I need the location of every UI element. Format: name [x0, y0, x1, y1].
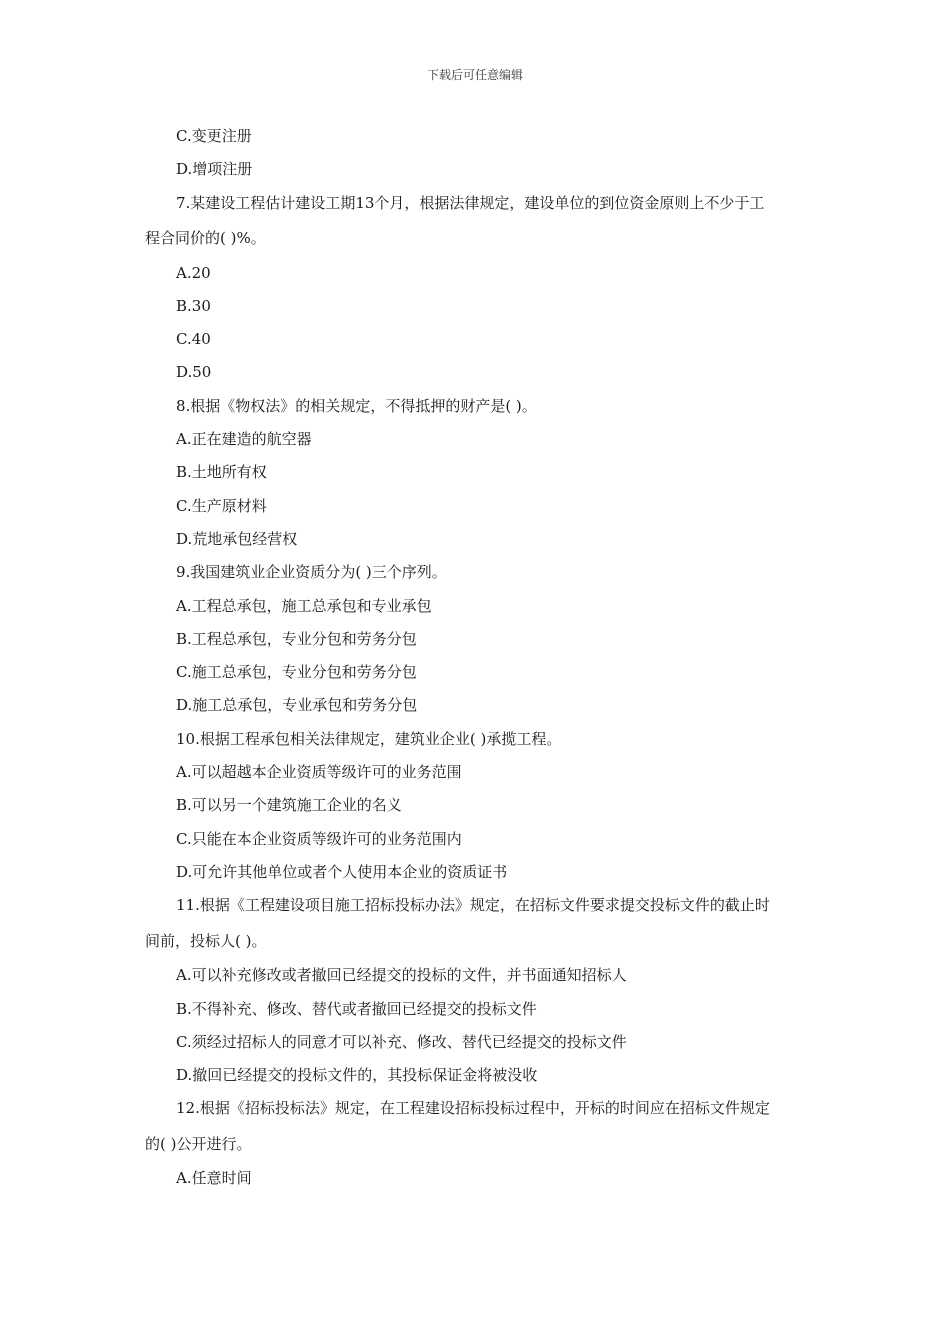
question-continuation: 的( )公开进行。 [145, 1134, 252, 1153]
option-line: C.须经过招标人的同意才可以补充、修改、替代已经提交的投标文件 [176, 1032, 627, 1051]
page-header: 下载后可任意编辑 [426, 68, 523, 82]
question-line: 10.根据工程承包相关法律规定，建筑业企业( )承揽工程。 [176, 729, 562, 748]
option-line: A.任意时间 [176, 1169, 252, 1188]
option-line: B.土地所有权 [176, 463, 267, 482]
option-line: D.施工总承包，专业承包和劳务分包 [176, 696, 418, 715]
option-line: C.40 [176, 330, 211, 349]
option-line: B.可以另一个建筑施工企业的名义 [176, 796, 402, 815]
option-line: B.30 [176, 296, 211, 315]
question-line: 9.我国建筑业企业资质分为( )三个序列。 [176, 563, 447, 582]
option-line: D.可允许其他单位或者个人使用本企业的资质证书 [176, 862, 508, 881]
option-line: D.荒地承包经营权 [176, 529, 298, 548]
document-body [145, 120, 850, 1196]
question-continuation: 间前，投标人( )。 [145, 931, 267, 950]
option-line: A.工程总承包，施工总承包和专业承包 [176, 596, 432, 615]
question-line: 11.根据《工程建设项目施工招标投标办法》规定，在招标文件要求提交投标文件的截止时 [176, 896, 770, 915]
option-line: D.撤回已经提交的投标文件的，其投标保证金将被没收 [176, 1066, 538, 1085]
option-line: B.工程总承包，专业分包和劳务分包 [176, 629, 417, 648]
question-continuation: 程合同价的( )%。 [145, 228, 266, 247]
option-line: C.变更注册 [176, 127, 252, 145]
option-line: D.50 [176, 363, 212, 382]
option-line: C.施工总承包，专业分包和劳务分包 [176, 663, 417, 682]
option-line: C.生产原材料 [176, 496, 267, 515]
option-line: A.正在建造的航空器 [176, 430, 312, 449]
option-line: D.增项注册 [176, 160, 253, 179]
option-line: A.可以补充修改或者撤回已经提交的投标的文件，并书面通知招标人 [176, 966, 627, 985]
option-line: B.不得补充、修改、替代或者撤回已经提交的投标文件 [176, 999, 537, 1018]
option-line: C.只能在本企业资质等级许可的业务范围内 [176, 829, 462, 848]
question-line: 7.某建设工程估计建设工期13个月，根据法律规定，建设单位的到位资金原则上不少于工 [176, 193, 765, 212]
option-line: A.20 [176, 263, 211, 282]
question-line: 12.根据《招标投标法》规定，在工程建设招标投标过程中，开标的时间应在招标文件规定 [176, 1099, 770, 1118]
question-line: 8.根据《物权法》的相关规定，不得抵押的财产是( )。 [176, 396, 537, 415]
option-line: A.可以超越本企业资质等级许可的业务范围 [176, 763, 462, 782]
